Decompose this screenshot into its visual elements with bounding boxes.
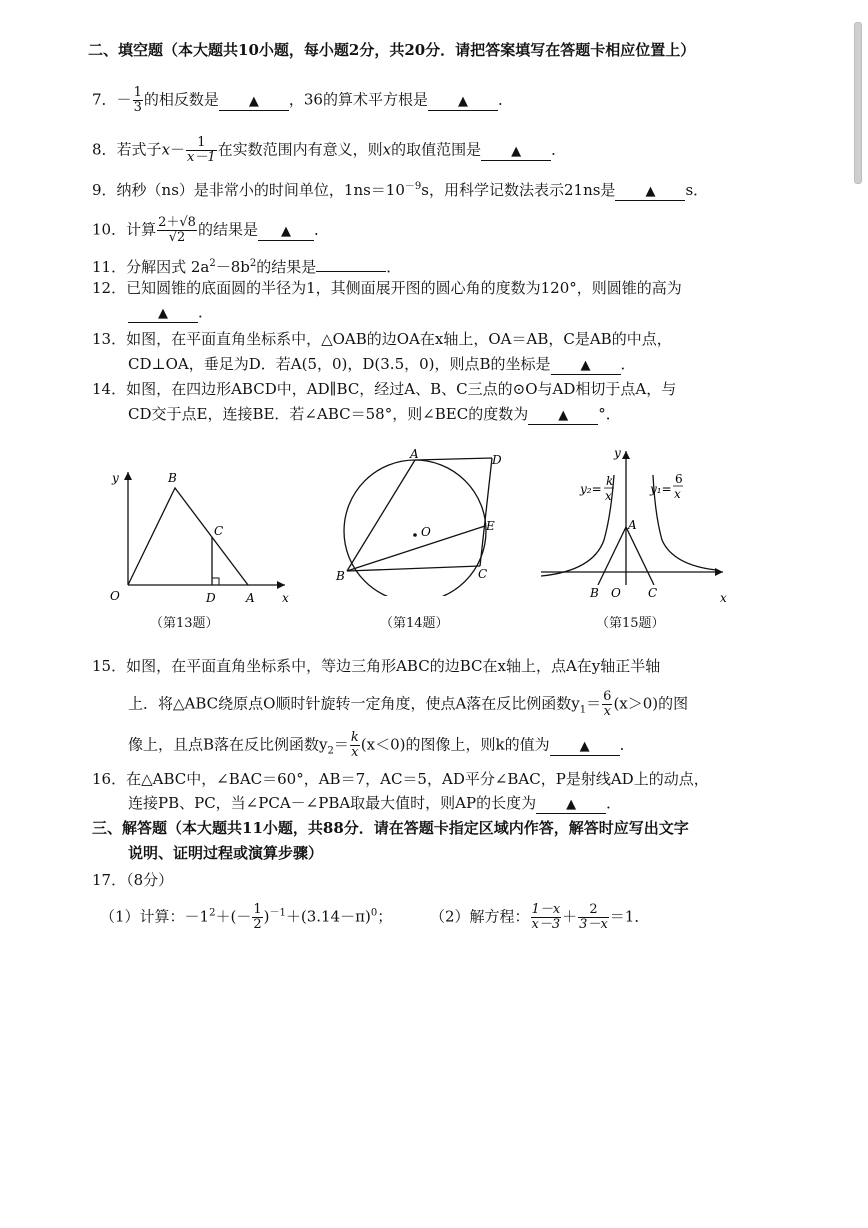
q8-var-x: x — [161, 140, 171, 159]
q11-text4: ． — [386, 258, 402, 276]
fig14-ad — [415, 458, 492, 460]
q13-line1: 如图，在平面直角坐标系中，△OAB的边OA在x轴上，OA＝AB，C是AB的中点， — [126, 330, 672, 348]
question-13 — [92, 329, 672, 349]
fig14-label-B: B — [336, 569, 345, 583]
q14-answer-blank: ▲ — [528, 408, 598, 425]
q15-number: 15． — [92, 657, 127, 675]
q10-frac-den: √2 — [168, 230, 186, 245]
q17-part1-b: ＋(－ — [215, 907, 252, 926]
q16-text3: ． — [606, 794, 622, 812]
question-17-head: 17．（8分） — [92, 871, 174, 889]
fig14-be — [347, 526, 485, 571]
question-16 — [92, 769, 709, 789]
fig15-label-A: A — [628, 518, 637, 532]
q7-sign: － — [116, 90, 132, 109]
q15-frac1-den: x — [603, 704, 611, 719]
q12-number: 12． — [92, 279, 127, 297]
q8-answer-blank: ▲ — [481, 144, 551, 161]
q7-text1: 的相反数是 — [143, 90, 219, 109]
q15-line2c: (x＞0)的图 — [613, 694, 689, 713]
section3-heading-line1: 三、解答题（本大题共11小题，共88分．请在答题卡指定区域内作答，解答时应写出文字 — [92, 819, 689, 837]
q11-text1: 分解因式 2a — [126, 258, 210, 276]
fig14-center — [413, 533, 417, 537]
q10-fraction — [157, 216, 197, 245]
q15-frac1-num: 6 — [603, 689, 612, 704]
fig14-ab — [347, 460, 415, 571]
figure-15 — [538, 445, 738, 610]
fig14-bc — [347, 566, 480, 571]
fig13-x-arrow — [277, 581, 285, 589]
q15-line2b: ＝ — [586, 694, 602, 713]
q15-line3b: ＝ — [333, 735, 349, 754]
fig14-label-O: O — [421, 525, 431, 539]
q15-frac2-den: x — [351, 745, 359, 760]
q12-answer-blank: ▲ — [128, 306, 198, 323]
q8-frac-num: 1 — [186, 136, 217, 151]
fig15-label-O: O — [611, 586, 621, 600]
question-12-line2 — [128, 302, 213, 323]
q17-part2-plus: ＋ — [562, 907, 578, 926]
q9-text3: s． — [685, 181, 709, 199]
fig15-label-x-den-1: x — [605, 489, 612, 503]
q17-part1-frac-num: 1 — [253, 902, 262, 917]
q9-answer-blank: ▲ — [615, 184, 685, 201]
fig14-label-C: C — [478, 567, 488, 581]
q8-text4: ． — [551, 140, 567, 159]
figure-13-svg — [100, 460, 300, 610]
fig13-label-D: D — [206, 591, 216, 605]
q8-frac-den: x－1 — [187, 150, 216, 165]
fig13-label-B: B — [168, 471, 177, 485]
q17-part2-frac1-num: 1－x — [531, 902, 561, 917]
question-8 — [92, 136, 566, 165]
fig13-right-angle — [212, 578, 219, 585]
q15-line3-sub: 2 — [327, 745, 334, 757]
fig15-label-B: B — [590, 586, 599, 600]
q14-line1: 如图，在四边形ABCD中，AD∥BC，经过A、B、C三点的⊙O与AD相切于点A，与 — [126, 380, 677, 398]
q15-fraction-2 — [350, 731, 360, 760]
fig15-x-arrow — [715, 568, 723, 576]
fig13-y-arrow — [124, 472, 132, 480]
q8-minus: － — [170, 140, 186, 159]
fig15-label-6: 6 — [675, 472, 683, 486]
q8-text3: 的取值范围是 — [391, 140, 482, 159]
q7-text2: ，36的算术平方根是 — [288, 90, 428, 109]
q9-number: 9． — [92, 181, 117, 199]
fig13-label-y: y — [112, 471, 119, 485]
q17-part1-d: ＋(3.14－π) — [285, 907, 371, 926]
q17-part1-fraction — [252, 903, 262, 932]
q13-number: 13． — [92, 330, 127, 348]
figure-13 — [100, 460, 300, 610]
q15-answer-blank: ▲ — [550, 739, 620, 756]
figure-15-svg — [538, 445, 738, 610]
q7-answer-blank-1: ▲ — [219, 94, 289, 111]
question-11 — [92, 254, 401, 277]
question-9 — [92, 177, 708, 201]
fig14-label-D: D — [492, 453, 502, 467]
q11-text3: 的结果是 — [256, 258, 317, 276]
question-7 — [92, 86, 513, 115]
q12-text1: 已知圆锥的底面圆的半径为1，其侧面展开图的圆心角的度数为120°，则圆锥的高为 — [126, 279, 682, 297]
q8-fraction — [186, 136, 217, 165]
figure-15-caption: （第15题） — [596, 616, 665, 631]
q7-fraction — [133, 86, 143, 115]
q7-text3: ． — [497, 90, 513, 109]
q7-answer-blank-2: ▲ — [428, 94, 498, 111]
q11-exp1: 2 — [209, 258, 216, 269]
q15-fraction-1 — [602, 690, 612, 719]
fig14-circle — [344, 460, 486, 596]
q10-answer-blank: ▲ — [258, 224, 314, 241]
q10-text1: 计算 — [126, 220, 157, 239]
q14-number: 14． — [92, 380, 127, 398]
fig15-label-y: y — [614, 446, 621, 460]
fig15-curve-y2 — [541, 475, 614, 576]
q17-part2-fraction-2 — [578, 903, 609, 932]
q15-line2a: 上．将△ABC绕原点O顺时针旋转一定角度，使点A落在反比例函数y — [128, 694, 580, 713]
fig13-label-C: C — [214, 524, 224, 538]
q11-number: 11． — [92, 258, 127, 276]
q11-exp2: 2 — [249, 258, 257, 269]
q17-part2-eq: ＝1． — [609, 907, 650, 926]
q9-text1: 纳秒（ns）是非常小的时间单位，1ns＝10 — [116, 181, 405, 199]
section3-heading-line2: 说明、证明过程或演算步骤） — [128, 844, 324, 862]
question-17-part1 — [100, 903, 392, 932]
q11-text2: －8b — [215, 258, 250, 276]
fig14-label-A: A — [410, 447, 419, 461]
q16-line2: 连接PB、PC，当∠PCA－∠PBA取最大值时，则AP的长度为 — [128, 794, 537, 812]
q7-number: 7． — [92, 90, 117, 109]
figure-14 — [330, 446, 510, 596]
q17-part1-exp2: －1 — [269, 907, 286, 919]
fig14-label-E: E — [486, 519, 495, 533]
q17-part2-fraction-1 — [531, 903, 562, 932]
q17-part2-a: （2）解方程： — [430, 907, 530, 926]
question-15 — [92, 656, 660, 676]
fig13-label-A: A — [246, 591, 255, 605]
q17-part1-exp3: 0 — [370, 907, 378, 919]
q9-exponent: －9 — [404, 181, 422, 192]
q13-text3: ． — [620, 355, 636, 373]
question-15-line3 — [128, 731, 635, 762]
q8-text2: 在实数范围内有意义，则 — [217, 140, 383, 159]
question-16-line2 — [128, 793, 621, 814]
q10-number: 10． — [92, 220, 127, 239]
fig15-label-C: C — [648, 586, 658, 600]
q15-line3c: (x＜0)的图像上，则k的值为 — [360, 735, 550, 754]
q8-text1: 若式子 — [116, 140, 162, 159]
q14-line2: CD交于点E，连接BE．若∠ABC＝58°，则∠BEC的度数为 — [128, 405, 529, 423]
question-12 — [92, 278, 682, 298]
section2-heading: 二、填空题（本大题共10小题，每小题2分，共20分．请把答案填写在答题卡相应位置上） — [88, 41, 696, 59]
q15-line3d: ． — [619, 735, 635, 754]
q16-number: 16． — [92, 770, 127, 788]
q9-text2: s，用科学记数法表示21ns是 — [421, 181, 616, 199]
fig13-triangle — [128, 488, 248, 585]
q17-part2-frac2-num: 2 — [578, 903, 609, 918]
q10-text2: 的结果是 — [197, 220, 258, 239]
scrollbar-thumb[interactable] — [854, 22, 862, 184]
figure-14-caption: （第14题） — [380, 616, 449, 631]
q10-text3: ． — [313, 220, 329, 239]
q13-answer-blank: ▲ — [551, 358, 621, 375]
fig15-label-y1: y₁= — [650, 482, 672, 496]
question-10 — [92, 216, 329, 245]
q16-answer-blank: ▲ — [536, 797, 606, 814]
q15-line3a: 像上，且点B落在反比例函数y — [128, 735, 328, 754]
fig15-label-x-den-2: x — [674, 487, 681, 501]
scrollbar[interactable] — [856, 0, 866, 1228]
q15-frac2-num: k — [350, 730, 359, 745]
q7-frac-num: 1 — [133, 85, 142, 100]
q17-part1-a: （1）计算：－1 — [100, 907, 210, 926]
fig15-label-y2: y₂= — [580, 482, 602, 496]
q12-text2: ． — [198, 303, 214, 321]
q17-part1-c: ) — [263, 907, 270, 926]
q15-line1: 如图，在平面直角坐标系中，等边三角形ABC的边BC在x轴上，点A在y轴正半轴 — [126, 657, 661, 675]
question-17-part2 — [430, 903, 649, 932]
q7-frac-den: 3 — [133, 100, 142, 115]
q17-part1-exp1: 2 — [209, 907, 216, 919]
fig15-label-x: x — [720, 591, 727, 605]
q16-line1: 在△ABC中，∠BAC＝60°，AB＝7，AC＝5，AD平分∠BAC，P是射线AD上的动点， — [126, 770, 709, 788]
question-14-line2 — [128, 404, 621, 425]
fig14-dc — [480, 458, 492, 566]
q17-part1-frac-den: 2 — [253, 917, 262, 932]
q17-part2-frac1-den: x－3 — [531, 917, 561, 932]
figure-13-caption: （第13题） — [150, 616, 219, 631]
figure-14-svg — [330, 446, 510, 596]
question-13-line2 — [128, 354, 636, 375]
fig15-y-arrow — [622, 451, 630, 459]
q13-line2: CD⊥OA，垂足为D．若A(5，0)，D(3.5，0)，则点B的坐标是 — [128, 355, 551, 373]
question-14 — [92, 379, 676, 399]
q11-answer-blank — [316, 271, 386, 272]
fig13-label-O: O — [110, 589, 120, 603]
q14-text3: °． — [598, 405, 621, 423]
q15-line2-sub: 1 — [579, 704, 587, 716]
fig15-label-k: k — [606, 474, 614, 488]
q17-part1-f: ； — [377, 907, 393, 926]
q8-var-x-2: x — [382, 140, 392, 159]
fig13-label-x: x — [282, 591, 289, 605]
q17-part2-frac2-den: 3－x — [579, 917, 608, 932]
question-15-line2 — [128, 690, 688, 721]
q8-number: 8． — [92, 140, 117, 159]
q10-frac-num: 2＋√8 — [158, 215, 196, 230]
